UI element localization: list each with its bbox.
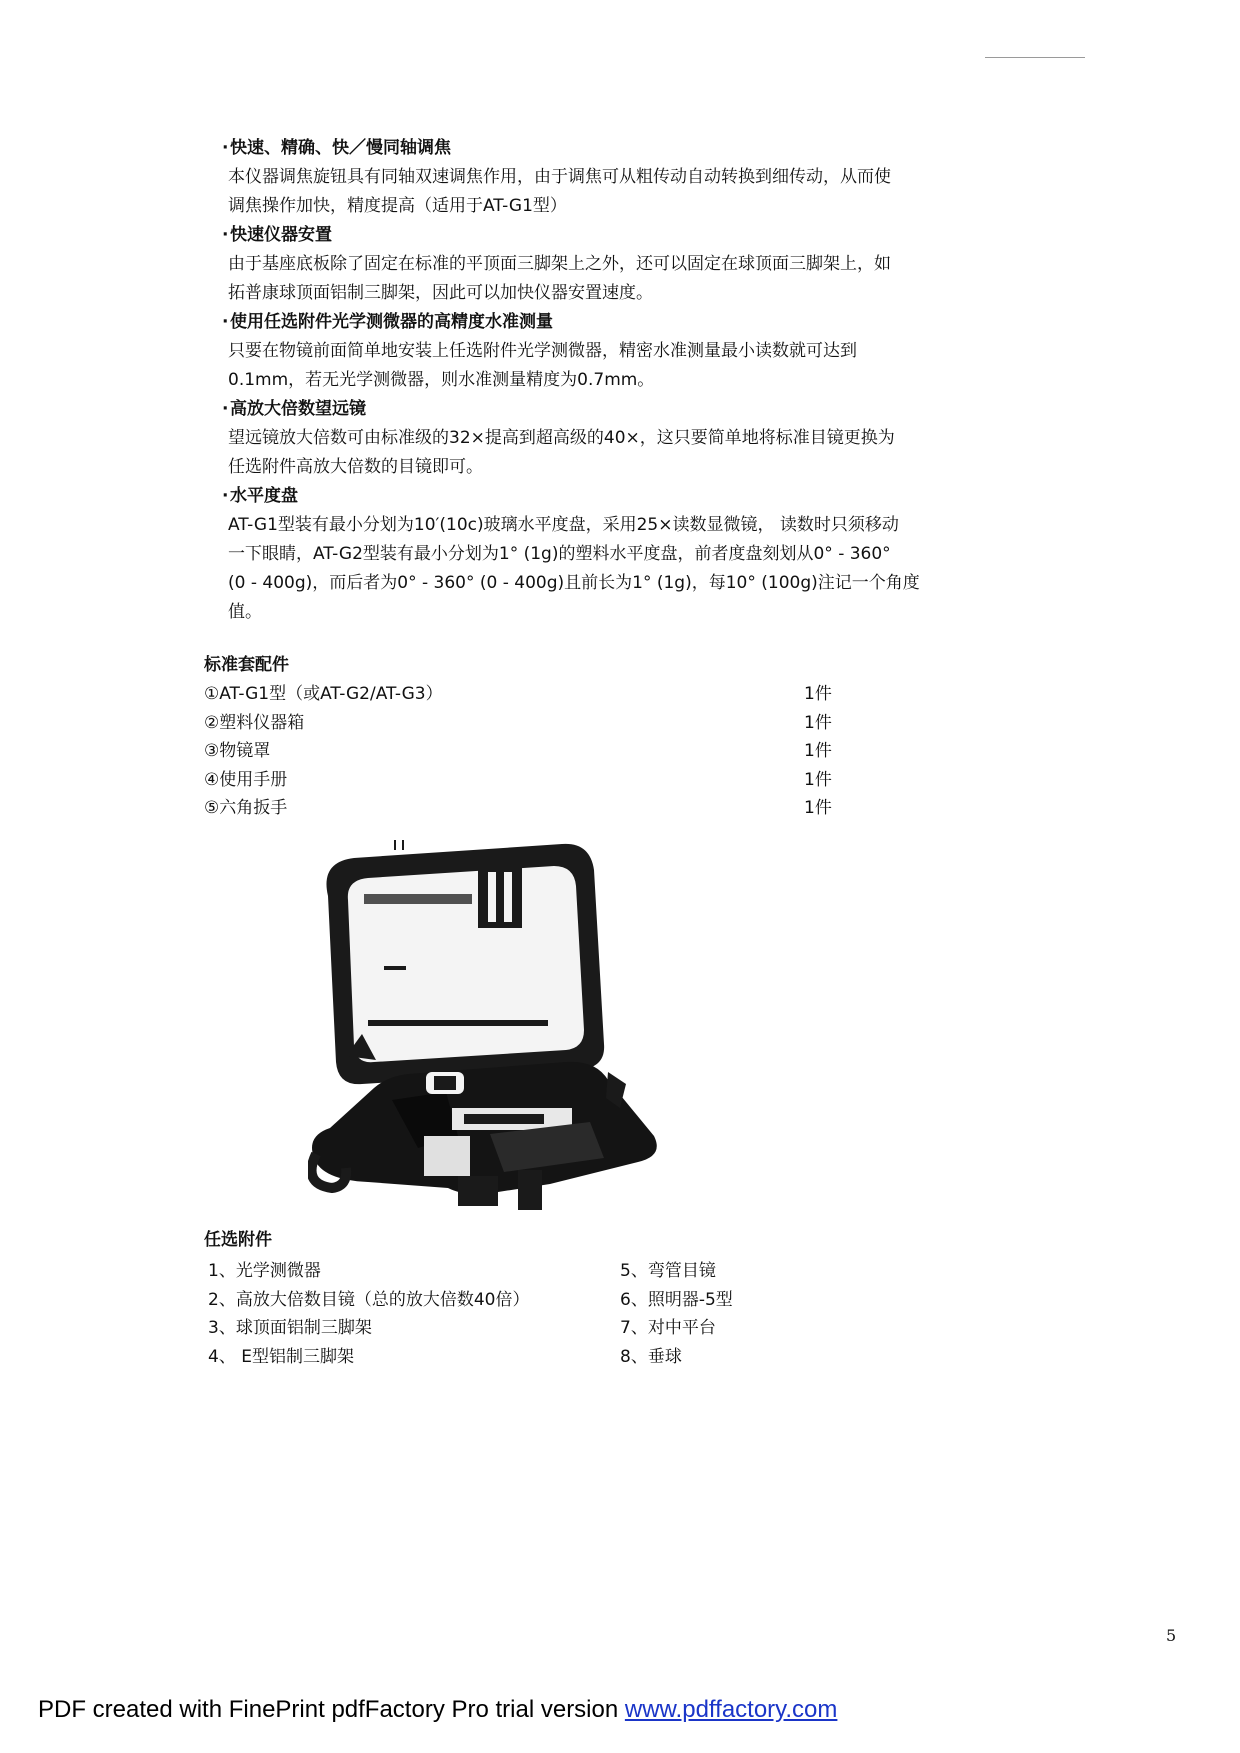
text-line: 由于基座底板除了固定在标准的平顶面三脚架上之外，还可以固定在球顶面三脚架上，如 xyxy=(228,254,891,274)
feature-item xyxy=(222,221,1002,308)
text-line: 调焦操作加快，精度提高（适用于AT-G1型） xyxy=(228,196,567,216)
text-line: (0 - 400g)，而后者为0° - 360° (0 - 400g)且前长为1° (1g)，每10° (100g)注记一个角度 xyxy=(228,573,920,593)
page-number: 5 xyxy=(1166,1626,1177,1645)
feature-description xyxy=(222,511,1002,627)
list-item: 3、球顶面铝制三脚架 xyxy=(208,1318,372,1338)
list-item xyxy=(204,709,844,738)
text-line: 0.1mm，若无光学测微器，则水准测量精度为0.7mm。 xyxy=(228,370,655,390)
text-line: 拓普康球顶面铝制三脚架，因此可以加快仪器安置速度。 xyxy=(228,283,653,303)
list-item: 1、光学测微器 xyxy=(208,1261,321,1281)
text-line: 值。 xyxy=(228,602,262,622)
list-item: 8、垂球 xyxy=(620,1346,682,1367)
item-quantity: 1件 xyxy=(804,712,832,733)
item-name: ②塑料仪器箱 xyxy=(204,712,305,733)
standard-set-list xyxy=(204,680,844,823)
item-name: ①AT-G1型（或AT-G2/AT-G3） xyxy=(204,684,443,704)
standard-set-title: 标准套配件 xyxy=(204,655,289,675)
footer-link[interactable]: www.pdffactory.com xyxy=(624,1696,838,1723)
list-item: 7、对中平台 xyxy=(620,1318,716,1338)
text-line: 望远镜放大倍数可由标准级的32×提高到超高级的40×，这只要简单地将标准目镜更换为 xyxy=(228,428,895,448)
optional-accessories-left-column xyxy=(208,1257,529,1371)
feature-description xyxy=(222,337,1002,395)
list-item xyxy=(204,766,844,795)
list-item xyxy=(204,737,844,766)
item-quantity: 1件 xyxy=(804,798,832,818)
text-line: 本仪器调焦旋钮具有同轴双速调焦作用，由于调焦可从粗传动自动转换到细传动，从而使 xyxy=(228,167,891,187)
item-name: ④使用手册 xyxy=(204,769,288,790)
feature-title: ·快速仪器安置 xyxy=(222,225,332,245)
feature-description xyxy=(222,250,1002,308)
feature-title: ·使用任选附件光学测微器的高精度水准测量 xyxy=(222,312,553,332)
feature-description xyxy=(222,163,1002,221)
feature-title: ·高放大倍数望远镜 xyxy=(222,399,366,419)
list-item: 5、弯管目镜 xyxy=(620,1261,716,1281)
text-line: 只要在物镜前面简单地安装上任选附件光学测微器，精密水准测量最小读数就可达到 xyxy=(228,341,857,361)
item-quantity: 1件 xyxy=(804,769,832,790)
feature-item xyxy=(222,482,1002,627)
feature-item xyxy=(222,395,1002,482)
optional-accessories-right-column xyxy=(620,1257,733,1371)
instrument-case-photo xyxy=(308,836,688,1212)
feature-list xyxy=(222,134,1002,627)
feature-item xyxy=(222,308,1002,395)
item-quantity: 1件 xyxy=(804,684,832,704)
pdf-footer xyxy=(38,1696,837,1724)
header-rule xyxy=(985,57,1085,58)
text-line: 一下眼睛，AT-G2型装有最小分划为1° (1g)的塑料水平度盘，前者度盘刻划从0° - 360° xyxy=(228,544,891,564)
item-name: ⑤六角扳手 xyxy=(204,798,288,818)
feature-item xyxy=(222,134,1002,221)
feature-title: ·水平度盘 xyxy=(222,486,298,506)
optional-accessories-title: 任选附件 xyxy=(204,1230,272,1250)
list-item xyxy=(204,680,844,709)
footer-text: PDF created with FinePrint pdfFactory Pro trial version xyxy=(38,1696,625,1723)
item-quantity: 1件 xyxy=(804,741,832,761)
list-item: 6、照明器-5型 xyxy=(620,1289,733,1310)
feature-title: ·快速、精确、快／慢同轴调焦 xyxy=(222,138,451,158)
list-item xyxy=(204,794,844,823)
text-line: 任选附件高放大倍数的目镜即可。 xyxy=(228,457,483,477)
feature-description xyxy=(222,424,1002,482)
text-line: AT-G1型装有最小分划为10′(10c)玻璃水平度盘，采用25×读数显微镜， 读数时只须移动 xyxy=(228,515,899,535)
list-item: 2、高放大倍数目镜（总的放大倍数40倍） xyxy=(208,1289,530,1310)
list-item: 4、 E型铝制三脚架 xyxy=(208,1346,354,1367)
item-name: ③物镜罩 xyxy=(204,741,271,761)
